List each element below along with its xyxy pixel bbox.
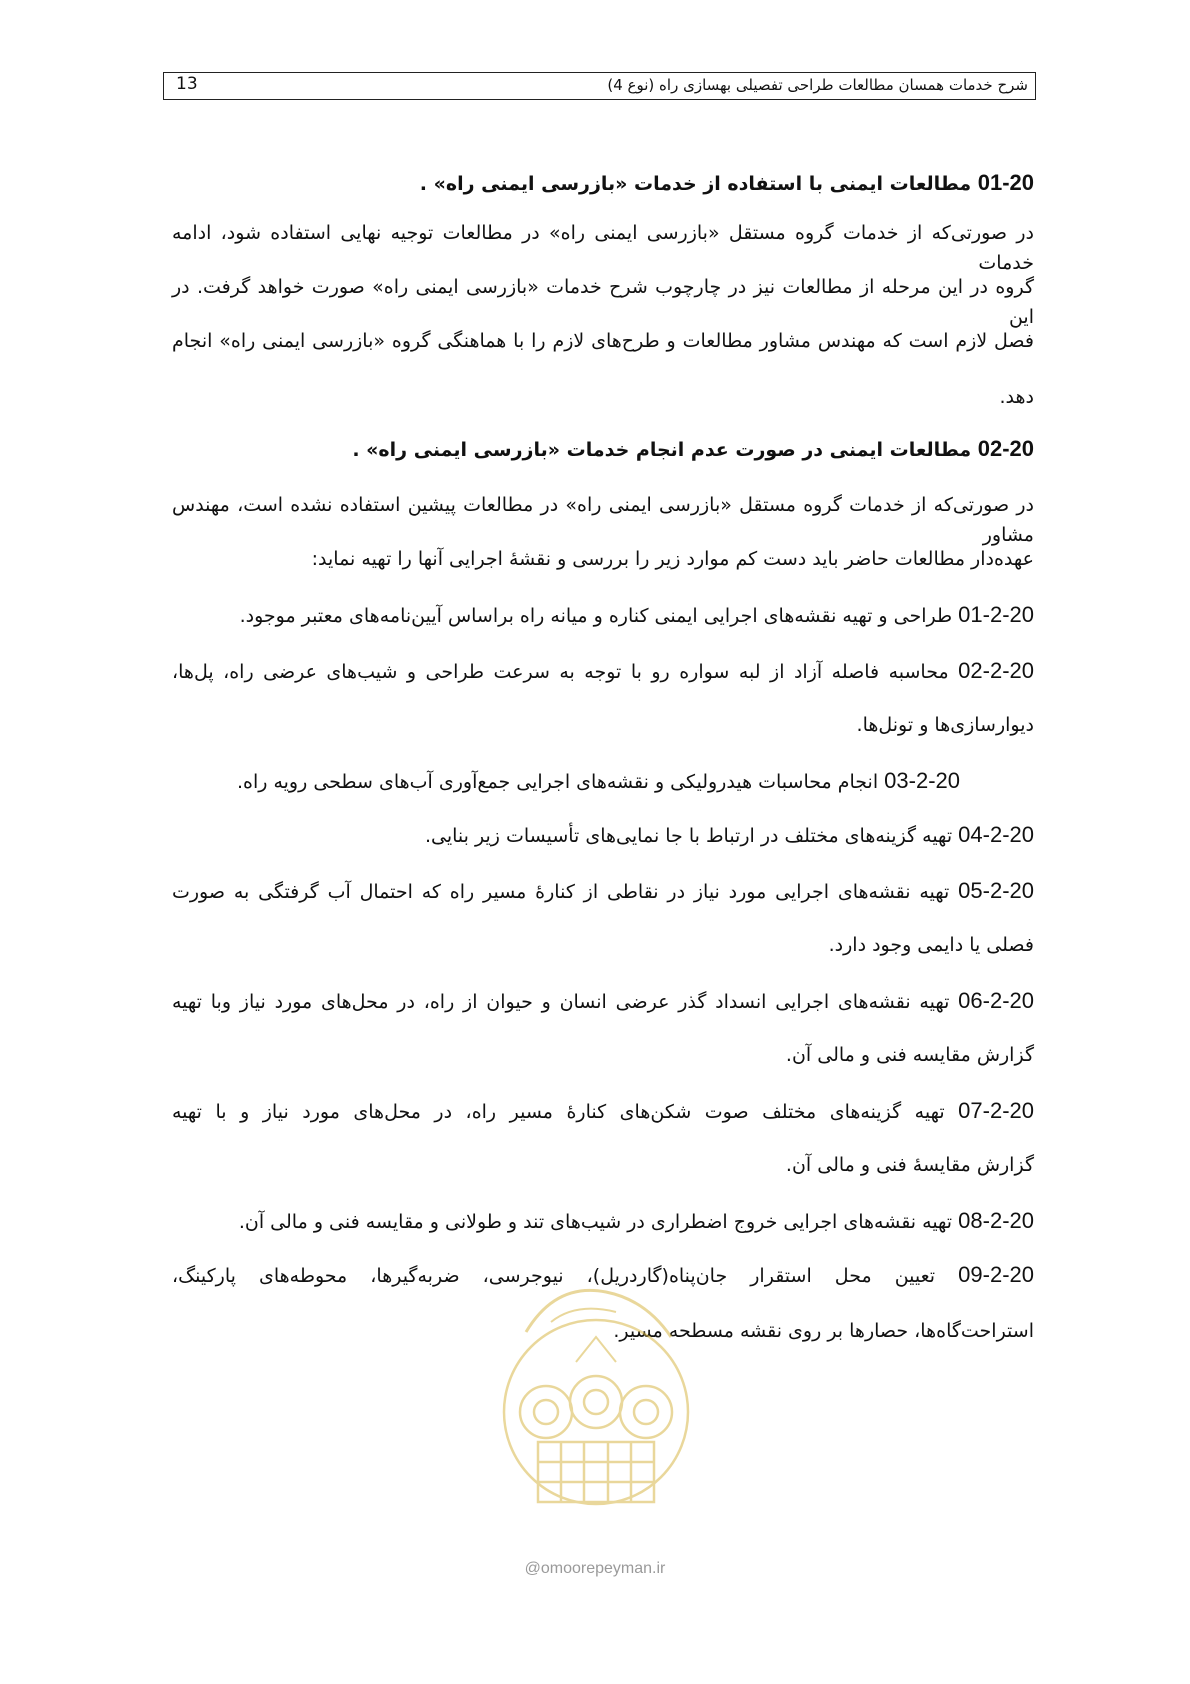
list-item bbox=[425, 820, 1034, 851]
item-text: تهیه گزینه‌های مختلف صوت شکن‌های کنارهٔ مسیر راه، در محل‌های مورد نیاز و با تهیه bbox=[172, 1101, 945, 1123]
list-item bbox=[172, 1096, 1034, 1126]
section-number: 01-20 bbox=[977, 170, 1034, 195]
item-text: تهیه نقشه‌های اجرایی انسداد گذر عرضی انسان و حیوان از راه، در محل‌های مورد نیاز وبا تهیه bbox=[172, 991, 950, 1013]
item-number: 07-2-20 bbox=[958, 1098, 1034, 1123]
item-text: تهیه گزینه‌های مختلف در ارتباط با جا نمایی‌های تأسیسات زیر بنایی. bbox=[424, 825, 953, 847]
item-number: 01-2-20 bbox=[958, 602, 1034, 627]
list-item-continuation: استراحت‌گاه‌ها، حصارها بر روی نقشه مسطحه مسیر. bbox=[613, 1320, 1034, 1342]
list-item-continuation: فصلی یا دایمی وجود دارد. bbox=[828, 934, 1034, 956]
list-item-continuation: دیوارسازی‌ها و تونل‌ها. bbox=[856, 714, 1034, 736]
item-number: 04-2-20 bbox=[958, 822, 1034, 847]
item-text: تهیه نقشه‌های اجرایی مورد نیاز در نقاطی از کنارهٔ مسیر راه که احتمال آب گرفتگی به صورت bbox=[172, 881, 950, 903]
paragraph-line: گروه در این مرحله از مطالعات نیز در چارچوب شرح خدمات «بازرسی ایمنی راه» صورت خواهد گرفت. در این bbox=[172, 276, 1034, 328]
item-number: 09-2-20 bbox=[958, 1262, 1035, 1287]
section-heading-text: مطالعات ایمنی با استفاده از خدمات «بازرسی ایمنی راه» . bbox=[419, 173, 972, 195]
item-number: 08-2-20 bbox=[958, 1208, 1034, 1233]
item-text: طراحی و تهیه نقشه‌های اجرایی ایمنی کناره و میانه راه براساس آیین‌نامه‌های معتبر موجود. bbox=[239, 605, 953, 627]
watermark-logo-icon bbox=[496, 1262, 696, 1552]
list-item bbox=[239, 1206, 1034, 1237]
paragraph-line: در صورتی‌که از خدمات گروه مستقل «بازرسی ایمنی راه» در مطالعات توجیه نهایی استفاده شود، ادامه خدمات bbox=[172, 222, 1034, 274]
list-item bbox=[240, 600, 1034, 631]
item-number: 03-2-20 bbox=[884, 768, 960, 793]
list-item bbox=[237, 766, 960, 797]
item-text: تعیین محل استقرار جان‌پناه(گاردریل)، نیوجرسی، ضربه‌گیرها، محوطه‌های پارکینگ، bbox=[172, 1265, 936, 1287]
list-item bbox=[172, 986, 1034, 1016]
item-number: 06-2-20 bbox=[958, 988, 1034, 1013]
list-item bbox=[172, 656, 1034, 686]
item-number: 05-2-20 bbox=[958, 878, 1035, 903]
running-title: شرح خدمات همسان مطالعات طراحی تفصیلی بهسازی راه (نوع 4) bbox=[607, 76, 1028, 94]
section-heading-02 bbox=[352, 434, 1034, 465]
section-number: 02-20 bbox=[977, 436, 1034, 461]
list-item-continuation: گزارش مقایسهٔ فنی و مالی آن. bbox=[785, 1154, 1034, 1176]
watermark-text: @omoorepeyman.ir bbox=[524, 1560, 666, 1577]
section-heading-text: مطالعات ایمنی در صورت عدم انجام خدمات «بازرسی ایمنی راه» . bbox=[352, 439, 972, 461]
list-item bbox=[172, 876, 1034, 906]
item-text: تهیه نقشه‌های اجرایی خروج اضطراری در شیب‌های تند و طولانی و مقایسه فنی و مالی آن. bbox=[238, 1211, 953, 1233]
paragraph-line: عهده‌دار مطالعات حاضر باید دست کم موارد زیر را بررسی و نقشهٔ اجرایی آنها را تهیه نماید: bbox=[311, 548, 1034, 570]
paragraph-line: دهد. bbox=[999, 386, 1034, 408]
item-number: 02-2-20 bbox=[958, 658, 1034, 683]
list-item-continuation: گزارش مقایسه فنی و مالی آن. bbox=[785, 1044, 1034, 1066]
page-number: 13 bbox=[176, 74, 198, 94]
section-heading-01 bbox=[420, 168, 1034, 199]
paragraph-line: فصل لازم است که مهندس مشاور مطالعات و طرح‌های لازم را با هماهنگی گروه «بازرسی ایمنی راه» انجام bbox=[172, 330, 1034, 352]
paragraph-line: در صورتی‌که از خدمات گروه مستقل «بازرسی ایمنی راه» در مطالعات پیشین استفاده نشده است، مهندس مشاور bbox=[172, 494, 1034, 546]
item-text: محاسبه فاصله آزاد از لبه سواره رو با توجه به سرعت طراحی و شیب‌های عرضی راه، پل‌ها، bbox=[172, 661, 949, 683]
item-text: انجام محاسبات هیدرولیکی و نقشه‌های اجرایی جمع‌آوری آب‌های سطحی رویه راه. bbox=[236, 771, 879, 793]
